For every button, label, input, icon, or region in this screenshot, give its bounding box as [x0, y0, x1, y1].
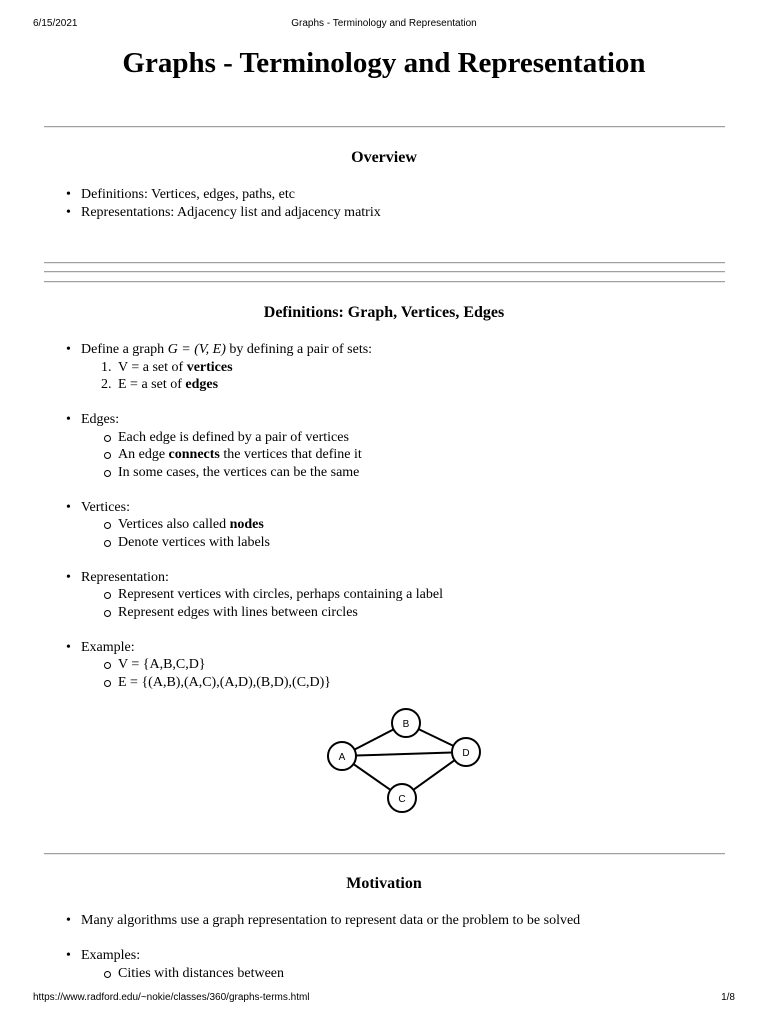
define-step — [101, 359, 721, 377]
define-steps — [81, 359, 721, 394]
examples-label: Examples: — [81, 948, 141, 963]
graph-edge-AC — [353, 764, 390, 790]
item-text-post: the vertices that define it — [219, 447, 362, 462]
item-text: Each edge is defined by a pair of vertices — [118, 429, 349, 445]
example-label: Example: — [81, 639, 135, 655]
item-text: In some cases, the vertices can be the same — [118, 464, 360, 480]
define-text: Define a graph — [81, 342, 168, 357]
item-text: Denote vertices with labels — [118, 534, 271, 550]
divider — [44, 126, 725, 128]
graph-node-label-D: D — [462, 748, 470, 759]
list-item — [118, 534, 721, 552]
step-number: 1. — [101, 359, 112, 375]
list-item: Represent edges with lines between circles — [118, 604, 721, 622]
list-item-edges — [81, 411, 721, 481]
vertices-label: Vertices: — [81, 499, 130, 515]
list-item-vertices — [81, 499, 721, 552]
list-item — [118, 429, 721, 447]
list-item — [118, 464, 721, 482]
graph-node-label-C: C — [398, 794, 406, 805]
page-title: Graphs - Terminology and Representation — [122, 47, 646, 79]
list-item: Represent vertices with circles, perhaps containing a label — [118, 586, 721, 604]
list-item: E = {(A,B),(A,C),(A,D),(B,D),(C,D)} — [118, 674, 721, 692]
step-text: V = a set of — [118, 359, 187, 375]
example-sublist — [81, 656, 721, 691]
list-item — [118, 446, 721, 464]
divider — [44, 271, 725, 273]
step-bold: vertices — [186, 359, 233, 375]
list-item-define-graph — [81, 341, 721, 394]
print-header-title: Graphs - Terminology and Representation — [291, 18, 477, 29]
define-math: G = (V, E) — [167, 342, 226, 357]
list-item: Cities with distances between — [118, 965, 721, 983]
step-text: E = a set of — [118, 377, 186, 392]
divider — [44, 281, 725, 283]
examples-sublist — [81, 965, 721, 983]
edges-sublist — [81, 429, 721, 482]
define-step — [101, 376, 721, 394]
print-footer-url: https://www.radford.edu/~nokie/classes/360/graphs-terms.html — [33, 992, 310, 1003]
define-text-post: by defining a pair of sets: — [225, 342, 373, 357]
section-heading-overview: Overview — [351, 149, 417, 166]
graph-node-label-B: B — [402, 719, 410, 730]
list-item-representation — [81, 569, 721, 622]
item-text: Vertices also called — [118, 517, 230, 532]
item-bold: nodes — [229, 517, 264, 532]
representation-label: Representation: — [81, 569, 169, 585]
vertices-sublist — [81, 516, 721, 551]
divider — [44, 853, 725, 855]
graph-edge-BD — [419, 729, 454, 746]
print-header-date: 6/15/2021 — [33, 18, 78, 29]
graph-edge-CD — [413, 760, 454, 790]
list-item: V = {A,B,C,D} — [118, 656, 721, 674]
graph-edge-AB — [354, 729, 393, 749]
list-item: • Definitions: Vertices, edges, paths, etc — [81, 186, 721, 204]
motivation-list — [81, 912, 721, 982]
edges-label: Edges: — [81, 412, 120, 427]
representation-sublist — [81, 586, 721, 621]
print-footer-page: 1/8 — [721, 992, 735, 1003]
list-item — [118, 516, 721, 534]
list-item-example — [81, 639, 721, 692]
print-header — [0, 18, 768, 32]
section-heading-definitions: Definitions: Graph, Vertices, Edges — [263, 304, 505, 321]
list-item-examples — [81, 947, 721, 982]
divider — [44, 262, 725, 264]
graph-diagram — [320, 704, 484, 816]
graph-edge-AD — [356, 752, 452, 755]
step-number: 2. — [101, 377, 112, 392]
section-heading-motivation: Motivation — [346, 875, 422, 892]
overview-list — [81, 186, 721, 221]
print-footer — [0, 992, 768, 1006]
list-item: • Representations: Adjacency list and adjacency matrix — [81, 204, 721, 222]
list-item: • Many algorithms use a graph representation to represent data or the problem to be solved — [81, 912, 721, 930]
item-text: An edge — [118, 447, 169, 462]
definitions-list — [81, 341, 721, 691]
item-bold: connects — [168, 447, 220, 462]
graph-node-label-A: A — [338, 752, 346, 763]
step-bold: edges — [185, 377, 219, 392]
